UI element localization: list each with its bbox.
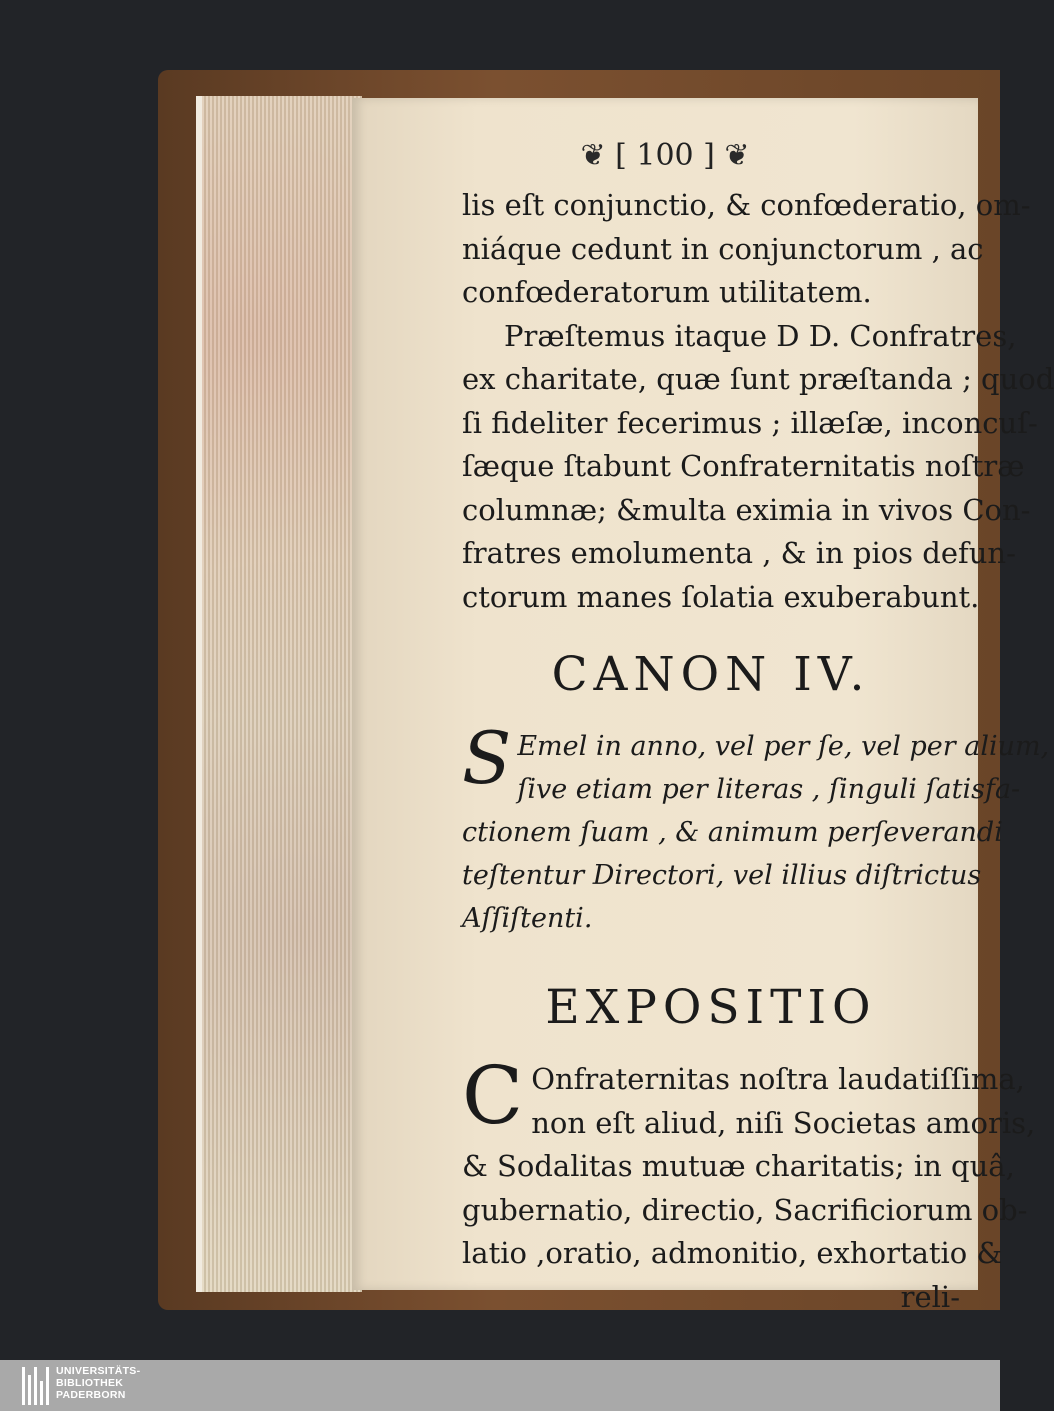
text-line: Præſtemus itaque D D. Confratres,	[504, 318, 1017, 353]
text-line: niáque cedunt in conjunctorum , ac	[462, 231, 984, 266]
canon-paragraph	[462, 716, 1050, 940]
text-line: latio ,oratio, admonitio, exhortatio &	[462, 1236, 1003, 1270]
drop-cap-c: C	[462, 1049, 524, 1142]
expositio-paragraph	[462, 1049, 1036, 1319]
paragraph-2	[462, 315, 1054, 620]
ornament-right-icon: ❦	[724, 138, 750, 173]
text-line: ctionem ſuam , & animum perſeverandi	[462, 817, 1003, 848]
page-number: [ 100 ]	[615, 138, 715, 173]
text-line: non eſt aliud, niſi Societas amoris,	[531, 1105, 1036, 1140]
text-line: ctorum manes ſolatia exuberabunt.	[462, 579, 980, 614]
ornament-left-icon: ❦	[580, 138, 606, 173]
paragraph-1	[462, 184, 1031, 315]
page-number-header	[352, 138, 978, 173]
text-line: ex charitate, quæ ſunt præſtanda ; quod	[462, 362, 1054, 396]
text-line: fratres emolumenta , & in pios defun-	[462, 536, 1016, 570]
text-line: ſive etiam per literas , ſinguli ſatisfa-	[517, 774, 1021, 805]
text-line: columnæ; &multa eximia in vivos Con-	[462, 492, 1031, 527]
footer-bar	[0, 1360, 1000, 1411]
library-name-line: PADERBORN	[56, 1389, 126, 1401]
library-name-line: BIBLIOTHEK	[56, 1377, 124, 1389]
text-line: ſi fideliter fecerimus ; illæſæ, inconcuſ-	[462, 405, 1038, 440]
text-line: Emel in anno, vel per ſe, vel per alium,	[517, 731, 1050, 762]
text-line: teſtentur Directori, vel illius diſtrictus	[462, 860, 982, 891]
library-logo-icon	[22, 1367, 50, 1405]
page-text	[462, 184, 1054, 1319]
library-name-line: UNIVERSITÄTS-	[56, 1365, 141, 1377]
catchword: reli-	[900, 1279, 960, 1314]
page-edges	[196, 96, 362, 1292]
book-page	[352, 98, 1054, 1314]
library-name	[56, 1365, 140, 1401]
text-line: gubernatio, directio, Sacrificiorum ob-	[462, 1192, 1028, 1227]
drop-cap-s: S	[462, 716, 512, 800]
text-line: confœderatorum utilitatem.	[462, 275, 872, 309]
text-line: Onfraternitas noſtra laudatiſſima,	[531, 1062, 1025, 1096]
expositio-heading: EXPOSITIO	[545, 980, 877, 1035]
text-line: ſæque ſtabunt Confraternitatis noſtræ	[462, 449, 1025, 483]
text-line: & Sodalitas mutuæ charitatis; in quâ,	[462, 1149, 1015, 1183]
canon-heading: CANON IV.	[551, 647, 871, 702]
text-line: lis eſt conjunctio, & confœderatio, om-	[462, 188, 1031, 222]
text-line: Aſſiſtenti.	[462, 903, 593, 934]
